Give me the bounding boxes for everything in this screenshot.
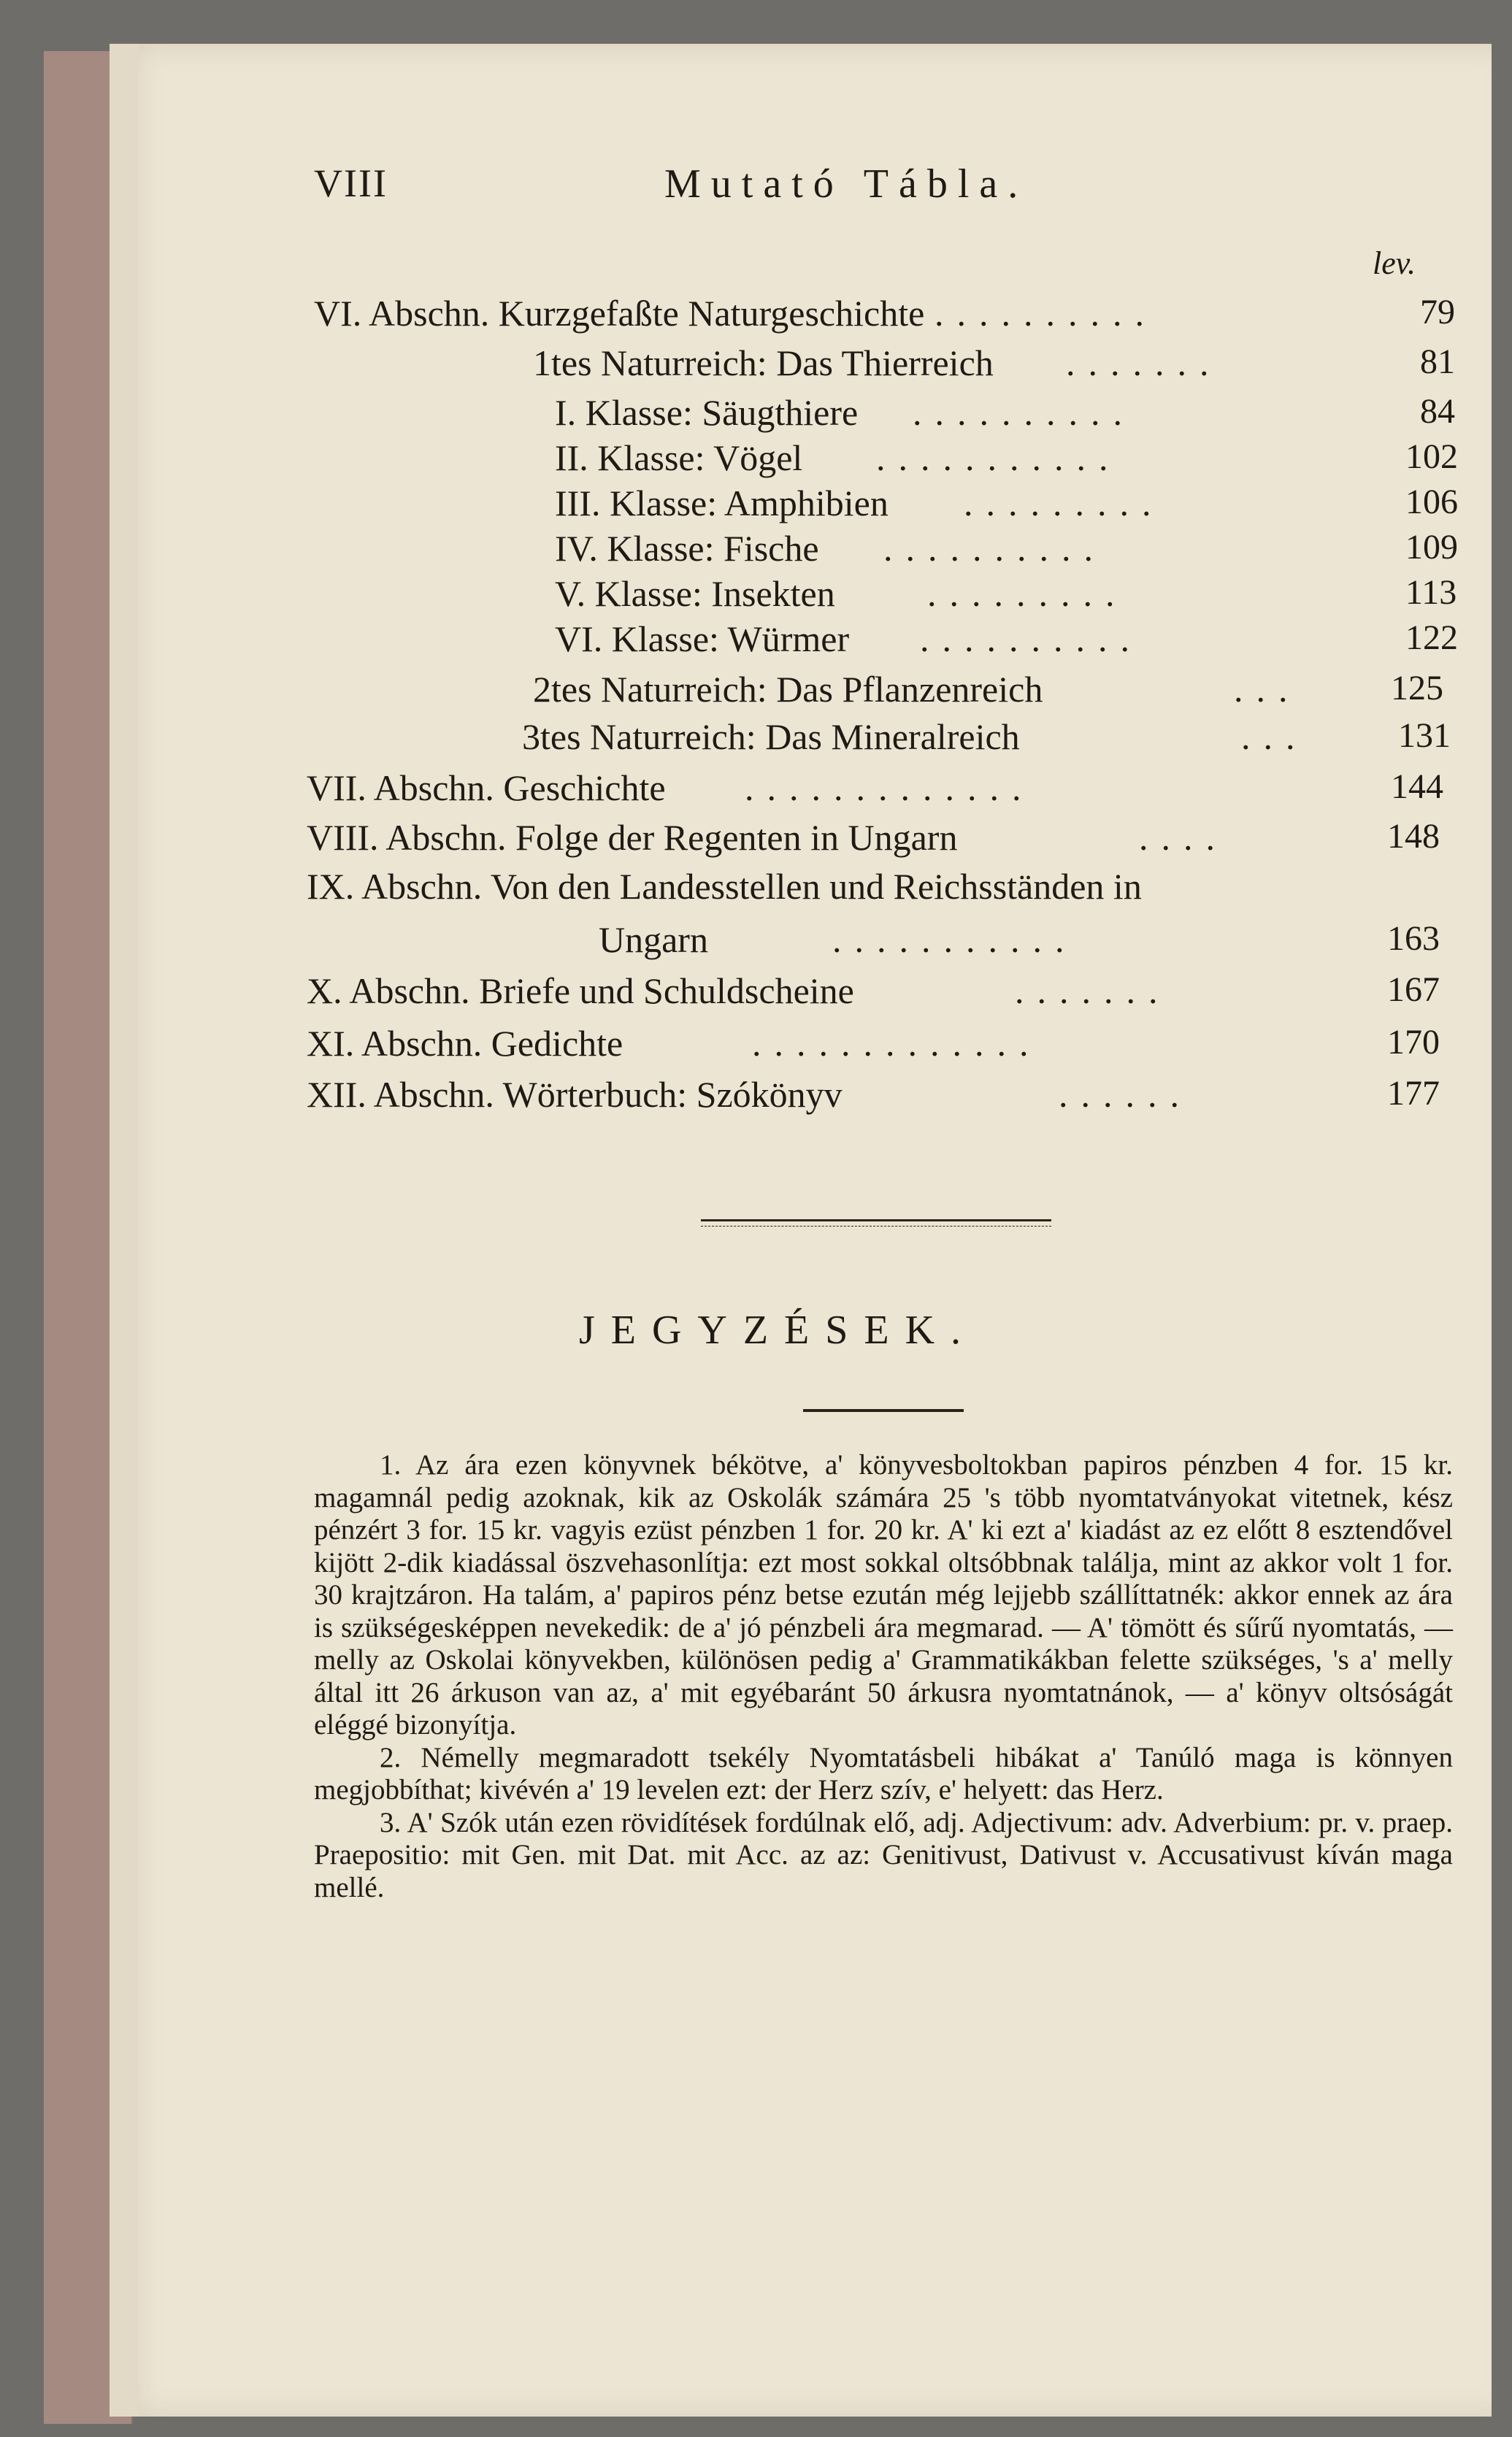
toc-leader-dots: ...........	[876, 437, 1121, 478]
toc-entry-page: 131	[1398, 716, 1451, 755]
toc-leader-dots: .........	[964, 483, 1164, 523]
toc-entry	[555, 618, 1512, 664]
toc-entry-label: VIII. Abschn. Folge der Regenten in Ungarn	[307, 817, 958, 858]
toc-leader-dots: .............	[745, 767, 1035, 808]
page-gutter	[110, 44, 139, 2417]
toc-leader-dots: .............	[752, 1023, 1042, 1064]
toc-entry-label: IV. Klasse: Fische	[555, 528, 819, 569]
toc-entry-page: 125	[1391, 669, 1443, 707]
toc-entry-label: 2tes Naturreich: Das Pflanzenreich	[533, 669, 1043, 710]
toc-entry	[307, 816, 1489, 863]
toc-entry-label: X. Abschn. Briefe und Schuldscheine	[307, 970, 854, 1011]
toc-entry	[555, 391, 1512, 438]
toc-leader-dots: ......	[1059, 1074, 1192, 1115]
toc-entry-label: XI. Abschn. Gedichte	[307, 1023, 623, 1064]
toc-leader-dots: ..........	[913, 392, 1135, 433]
toc-entry-label: VI. Klasse: Würmer	[555, 618, 850, 659]
toc-leader-dots: .........	[927, 573, 1128, 614]
toc-entry	[307, 970, 1489, 1016]
toc-entry-page: 148	[1387, 817, 1440, 856]
notes-heading: JEGYZÉSEK.	[578, 1308, 978, 1353]
toc-leader-dots: ...........	[832, 919, 1078, 960]
toc-leader-dots: .......	[1015, 970, 1171, 1011]
page-header	[314, 161, 1489, 207]
ornamental-rule	[701, 1219, 1051, 1227]
toc-entry-label: IX. Abschn. Von den Landesstellen und Reichsständen in	[307, 866, 1142, 907]
toc-entry-page: 102	[1405, 437, 1458, 476]
heading-underline	[803, 1409, 964, 1412]
toc-entry	[599, 918, 1512, 965]
toc-entry-page: 109	[1405, 528, 1458, 567]
toc-entry-label: XII. Abschn. Wörterbuch: Szókönyv	[307, 1074, 843, 1115]
toc-leader-dots: ..........	[935, 293, 1157, 334]
toc-leader-dots: ..........	[920, 618, 1143, 659]
toc-entry-page: 106	[1405, 483, 1458, 521]
toc-entry-page: 144	[1391, 767, 1443, 806]
page-number: VIII	[314, 161, 388, 205]
toc-leader-dots: .......	[1066, 342, 1222, 383]
page-title: Mutató Tábla.	[664, 161, 1029, 207]
note-2: 2. Némelly megmaradott tsekély Nyomtatásbeli hibákat a' Tanúló maga is könnyen megjobbíthat; kivévén a' 19 levelen ezt: der Herz szív, e' helyett: das Herz.	[314, 1741, 1453, 1805]
toc-entry	[307, 767, 1489, 813]
toc-entry-page: 81	[1420, 342, 1455, 381]
toc-entry-page: 163	[1387, 919, 1440, 958]
toc-entry-page: 113	[1405, 573, 1457, 612]
toc-entry-page: 122	[1405, 618, 1458, 657]
toc-entry	[555, 527, 1512, 574]
toc-entry-page: 79	[1420, 293, 1455, 331]
toc-entry	[555, 482, 1512, 529]
notes-body	[314, 1449, 1453, 1904]
toc-entry	[555, 437, 1512, 483]
toc-entry	[555, 572, 1512, 619]
toc-entry-label: VI. Abschn. Kurzgefaßte Naturgeschichte	[314, 293, 925, 334]
toc-entry-label: III. Klasse: Amphibien	[555, 483, 889, 523]
note-3: 3. A' Szók után ezen rövidítések fordúlnak elő, adj. Adjectivum: adv. Adverbium: pr. v. praep. Praepositio: mit Gen. mit Dat. mit Acc. az az: Genitivust, Dativust v. Accusativust kíván maga mellé.	[314, 1806, 1453, 1903]
toc-leader-dots: ...	[1234, 669, 1301, 710]
toc-leader-dots: ..........	[883, 528, 1106, 569]
toc-entry-label: 3tes Naturreich: Das Mineralreich	[522, 716, 1020, 757]
toc-entry	[307, 865, 1489, 912]
toc-entry-page: 167	[1387, 970, 1440, 1009]
toc-entry	[307, 1073, 1489, 1120]
toc-entry-label: II. Klasse: Vögel	[555, 437, 803, 478]
note-1: 1. Az ára ezen könyvnek békötve, a' könyvesboltokban papiros pénzben 4 for. 15 kr. magamnál pedig azoknak, kik az Oskolák számára 25 's több nyomtatványokat vitetnek, kész pénzért 3 for. 15 kr. vagyis ezüst pénzben 1 for. 20 kr. A' ki ezt a' kiadást az ez előtt 8 esztendővel kijött 2-dik kiadással öszvehasonlítja: ezt most sokkal oltsóbbnak találja, mint az akkor volt 1 for. 30 krajtzáron. Ha talám, a' papiros pénz betse ezután még lejjebb szállíttatnék: akkor ennek az ára is szükségesképpen nevekedik: de a' jó pénzbeli ára megmarad. — A' tömött és sűrű nyomtatás, — melly az Oskolai könyvekben, különösen pedig a' Grammatikákban felette szükséges, 's a' melly által itt 26 árkuson van az, a' mit egyébaránt 50 árkusra nyomtatnánok, — a' könyv oltsóságát eléggé bizonyítja.	[314, 1449, 1453, 1741]
toc-leader-dots: ...	[1241, 716, 1308, 757]
toc-entry	[314, 292, 1497, 339]
toc-entry-label: V. Klasse: Insekten	[555, 573, 835, 614]
toc-entry-label: VII. Abschn. Geschichte	[307, 767, 666, 808]
toc-entry-page: 177	[1387, 1074, 1440, 1113]
toc-entry-page: 170	[1387, 1023, 1440, 1062]
toc-entry-label: I. Klasse: Säugthiere	[555, 392, 859, 433]
toc-entry	[307, 1022, 1489, 1069]
lev-column-label: lev.	[1373, 245, 1416, 281]
toc-entry-page: 84	[1420, 392, 1455, 431]
toc-entry-label: Ungarn	[599, 919, 708, 960]
toc-entry-label: 1tes Naturreich: Das Thierreich	[533, 342, 994, 383]
toc-entry	[522, 715, 1512, 762]
toc-leader-dots: ....	[1139, 817, 1228, 858]
toc-entry	[533, 668, 1512, 715]
toc-entry	[533, 342, 1512, 388]
